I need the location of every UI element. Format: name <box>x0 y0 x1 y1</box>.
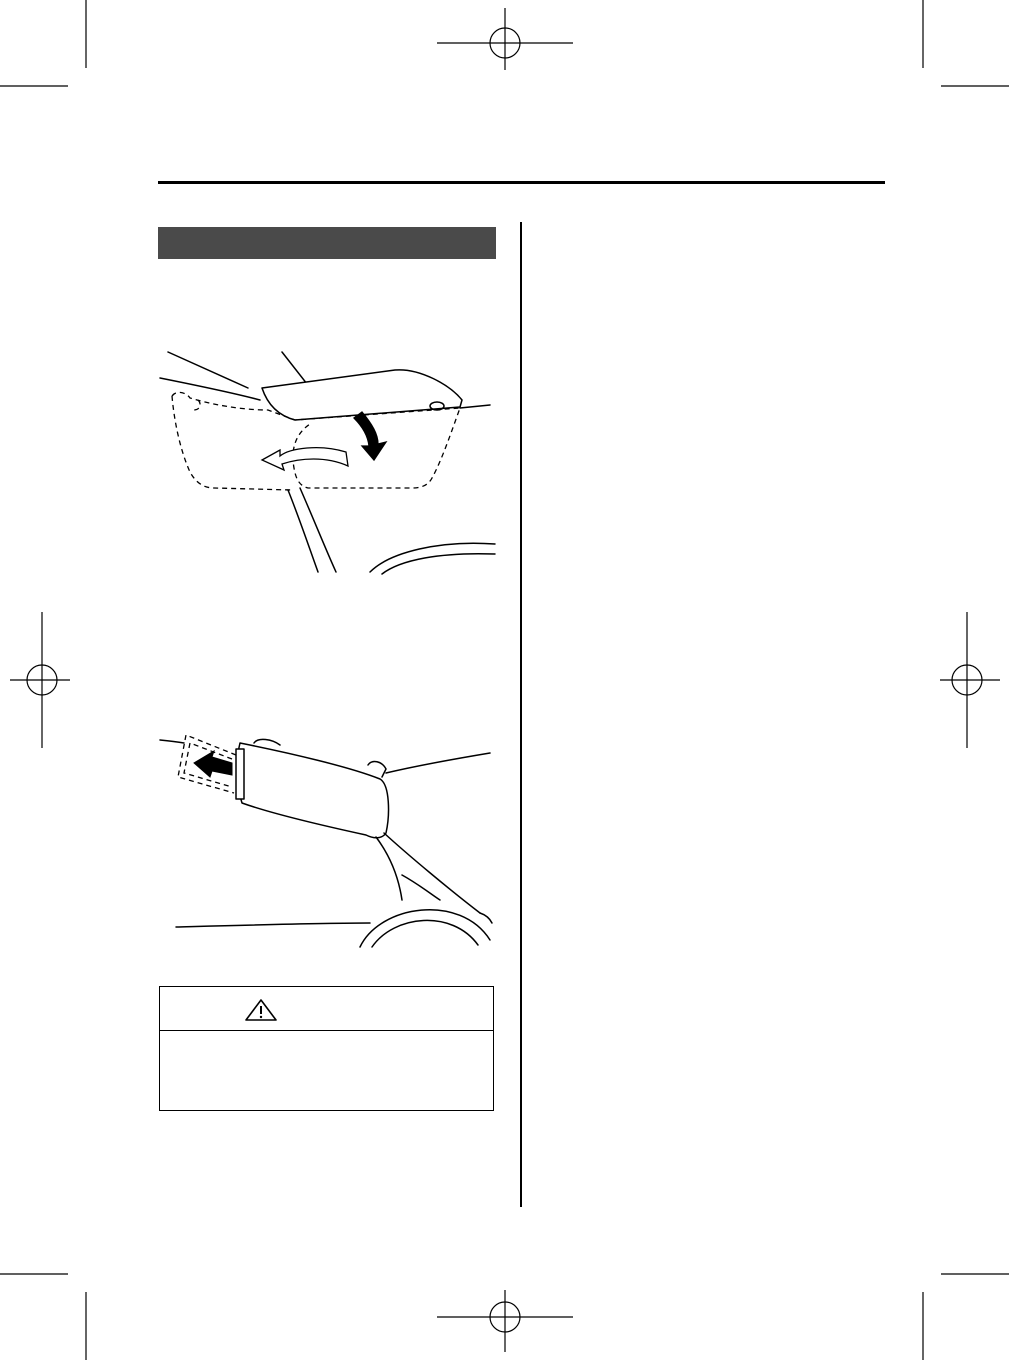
sunvisor-lowered-figure <box>150 340 500 575</box>
sunvisor-extension-figure <box>150 725 500 950</box>
warning-header <box>160 987 493 1031</box>
warning-box <box>159 986 494 1111</box>
header-rule <box>158 181 885 184</box>
column-divider <box>520 222 522 1207</box>
section-heading-bar <box>158 227 496 259</box>
warning-triangle-icon <box>244 998 278 1022</box>
